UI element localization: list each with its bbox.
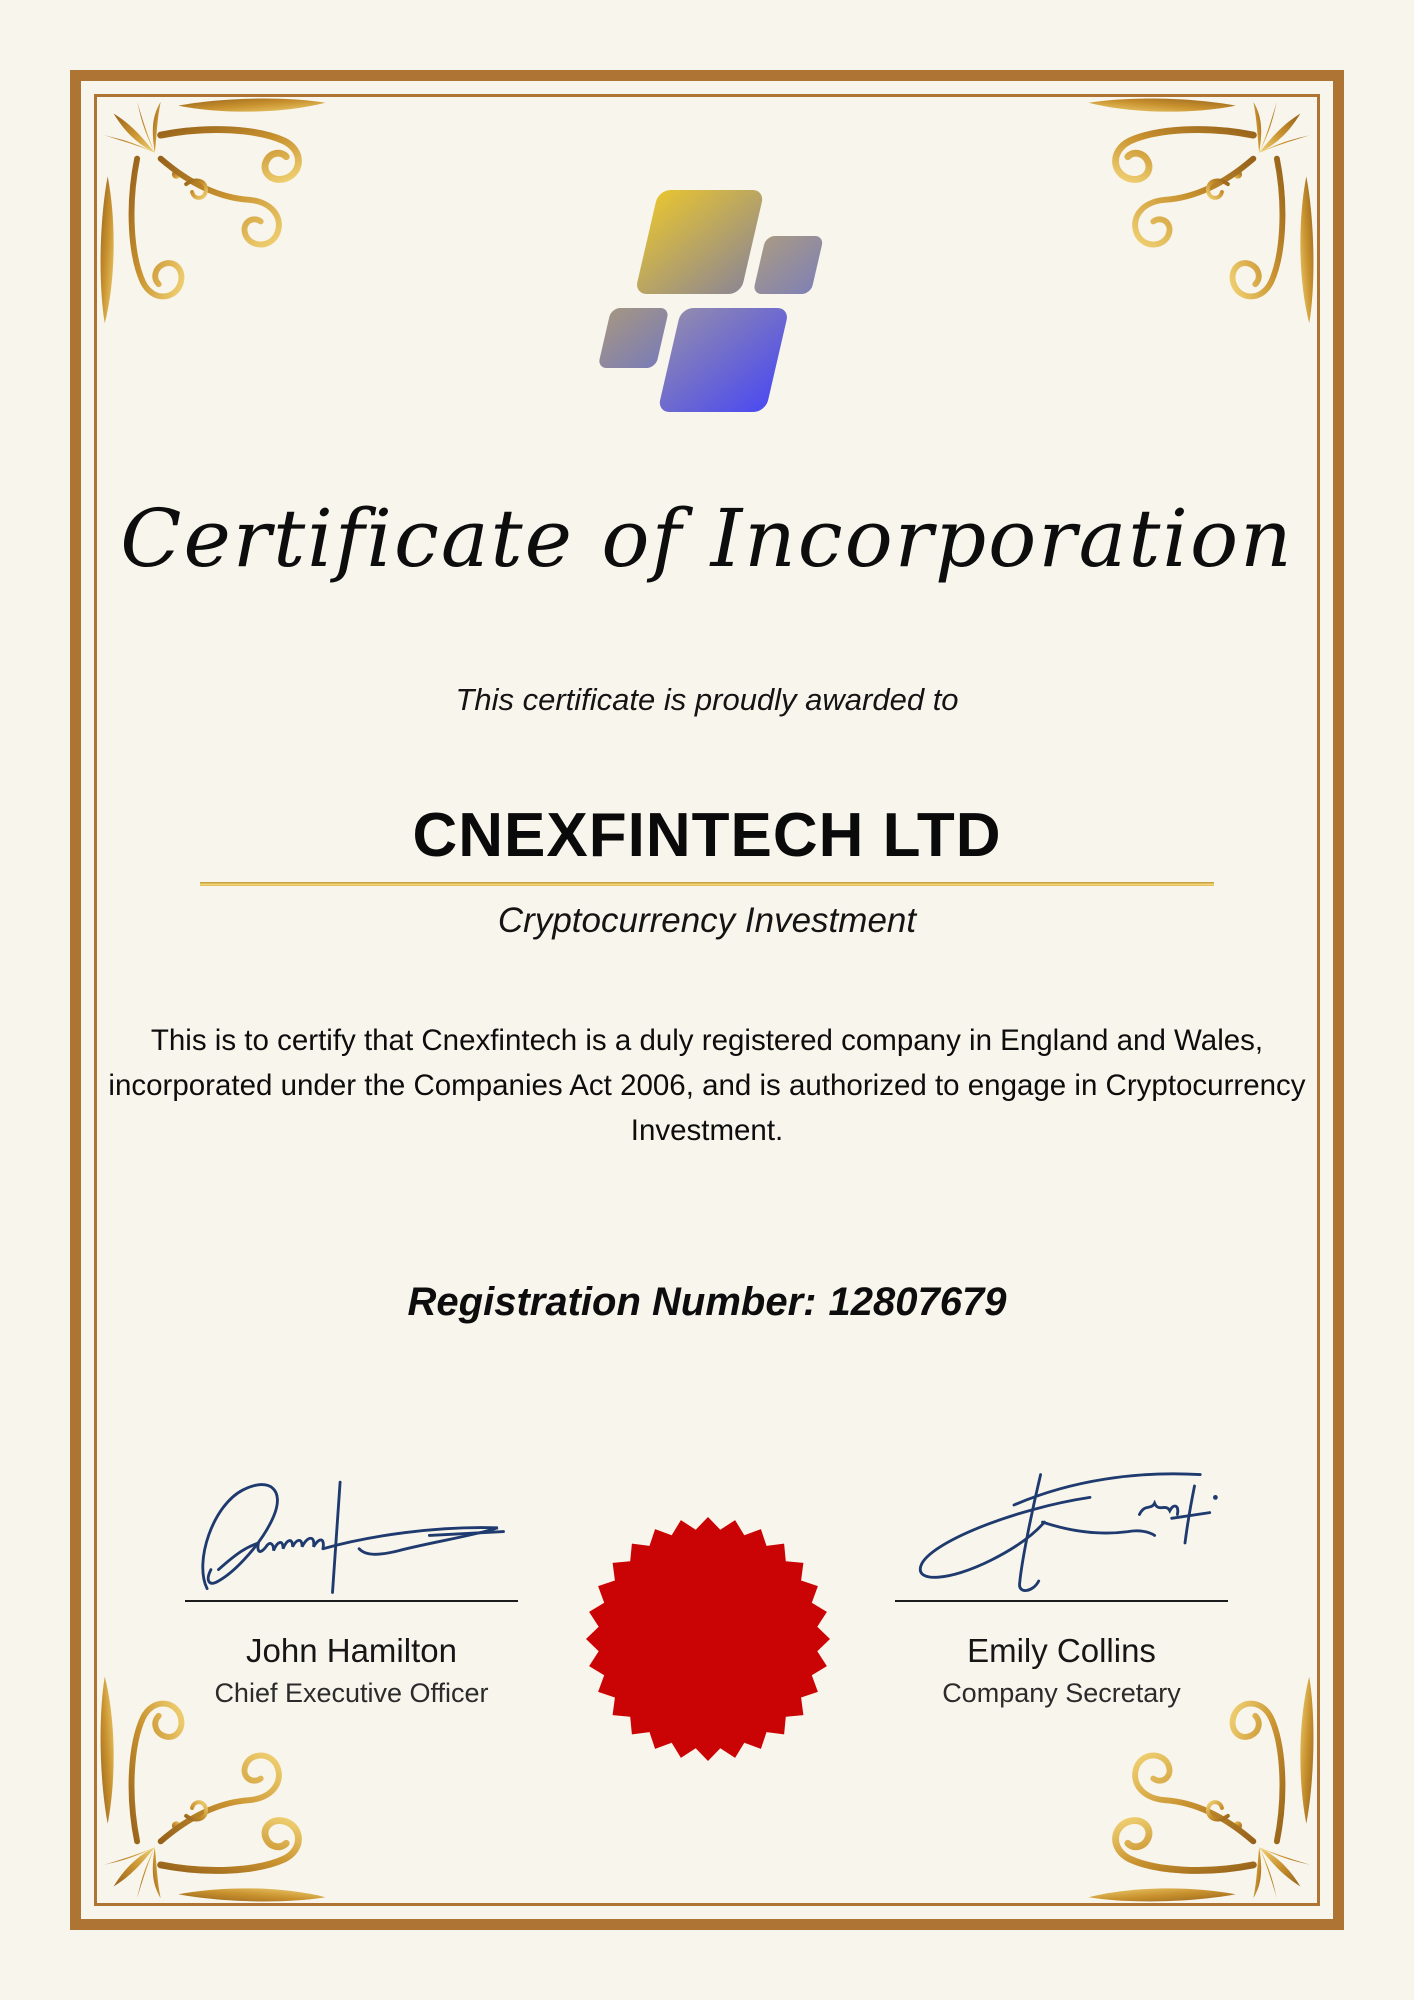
signatory-block-secretary	[895, 1448, 1228, 1709]
signature-line	[185, 1600, 518, 1602]
signature-line	[895, 1600, 1228, 1602]
signatory-name: John Hamilton	[246, 1632, 457, 1669]
corner-flourish-top-right	[1067, 90, 1322, 345]
certificate-title: Certificate of Incorporation	[120, 492, 1294, 585]
registration-value: 12807679	[828, 1280, 1007, 1324]
signatory-block-ceo	[185, 1448, 518, 1709]
signatory-title: Company Secretary	[942, 1678, 1181, 1708]
company-activity: Cryptocurrency Investment	[497, 901, 917, 940]
registration-label: Registration Number:	[407, 1280, 817, 1324]
signatory-title: Chief Executive Officer	[214, 1678, 489, 1708]
award-subtitle: This certificate is proudly awarded to	[455, 682, 959, 717]
seal-starburst	[586, 1517, 830, 1761]
signature-john-hamilton	[185, 1448, 518, 1600]
registration-number	[0, 1280, 1414, 1325]
certificate-body: This is to certify that Cnexfintech is a duly registered company in England and Wales, incorporated under the Companies Act 2006, and is authorized to engage in Cryptocurrency Investment.	[108, 1024, 1306, 1147]
company-name: CNEXFINTECH LTD	[412, 801, 1002, 870]
logo-tile-4	[657, 308, 789, 412]
logo-tile-3	[598, 308, 670, 368]
corner-flourish-top-left	[92, 90, 347, 345]
gold-divider	[200, 882, 1214, 886]
logo-tile-1	[635, 190, 765, 294]
red-seal	[583, 1514, 833, 1764]
signatory-name: Emily Collins	[967, 1632, 1156, 1669]
signature-emily-collins	[895, 1448, 1228, 1600]
